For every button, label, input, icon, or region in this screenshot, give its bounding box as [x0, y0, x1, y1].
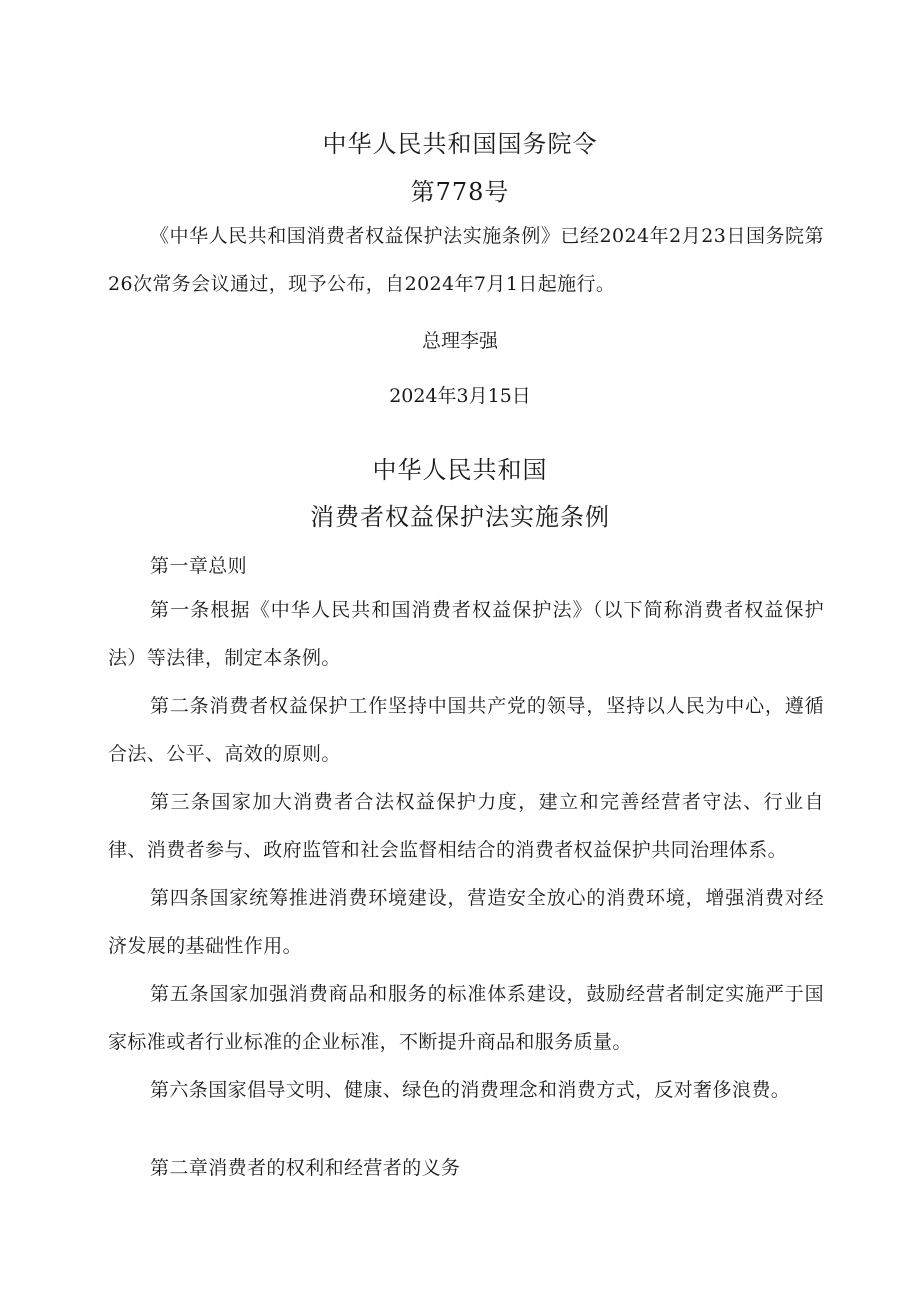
regulation-title-line1: 中华人民共和国	[372, 456, 548, 484]
article-5: 第五条国家加强消费商品和服务的标准体系建设，鼓励经营者制定实施严于国家标准或者行业标准的企业标准，不断提升商品和服务质量。	[108, 983, 824, 1053]
article-6: 第六条国家倡导文明、健康、绿色的消费理念和消费方式，反对奢侈浪费。	[150, 1079, 791, 1101]
article-3: 第三条国家加大消费者合法权益保护力度，建立和完善经营者守法、行业自律、消费者参与、政府监管和社会监督相结合的消费者权益保护共同治理体系。	[108, 791, 824, 861]
article-4: 第四条国家统筹推进消费环境建设，营造安全放心的消费环境，增强消费对经济发展的基础性作用。	[108, 887, 824, 957]
chapter1-heading: 第一章总则	[150, 555, 248, 577]
article-2: 第二条消费者权益保护工作坚持中国共产党的领导，坚持以人民为中心，遵循合法、公平、高效的原则。	[108, 695, 824, 765]
decree-signer: 总理李强	[421, 330, 498, 352]
decree-issuer-title: 中华人民共和国国务院令	[322, 130, 598, 158]
chapter2-heading: 第二章消费者的权利和经营者的义务	[150, 1157, 461, 1179]
article-1: 第一条根据《中华人民共和国消费者权益保护法》（以下简称消费者权益保护法）等法律，制定本条例。	[108, 599, 824, 669]
decree-announcement: 《中华人民共和国消费者权益保护法实施条例》已经2024年2月23日国务院第26次常务会议通过，现予公布，自2024年7月1日起施行。	[108, 225, 824, 295]
decree-date: 2024年3月15日	[389, 385, 531, 407]
decree-number: 第778号	[410, 178, 510, 206]
regulation-title-line2: 消费者权益保护法实施条例	[310, 503, 610, 531]
